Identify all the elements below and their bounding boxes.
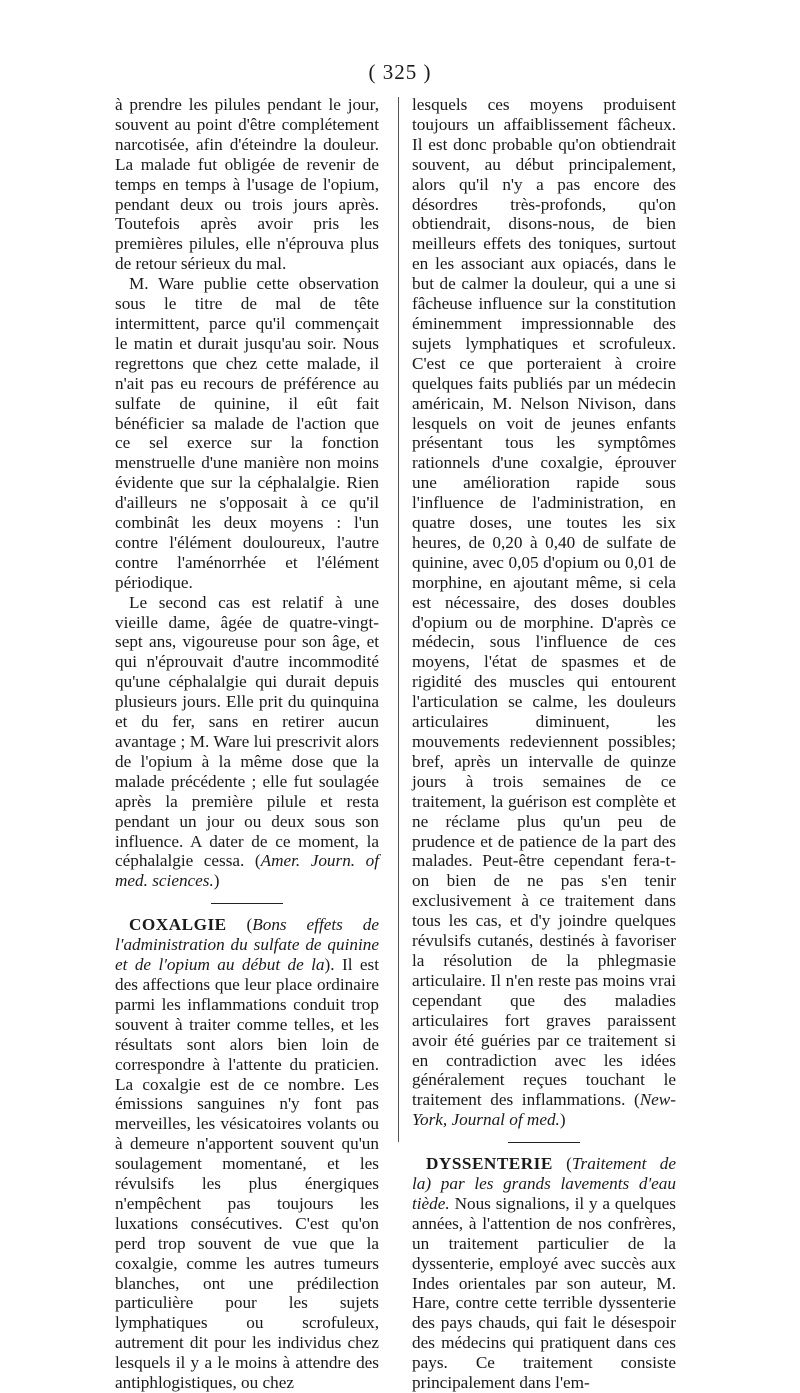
dyssenterie-heading: DYSSENTERIE <box>426 1154 553 1174</box>
dyssenterie-body: Nous signalions, il y a quelques années, à l'attention de nos confrères, un traitement particulier de la dyssenterie, employé avec succès aux Indes orientales par son auteur, M. Hare, contre cette terrible dyssenterie des pays chauds, qui fait le désespoir des médecins qui pratiquent dans ces pays. Ce traitement consiste principalement dans l'em- <box>412 1193 676 1393</box>
paragraph-opium-continued: à prendre les pilules pendant le jour, souvent au point d'être complétement narcotisée, afin d'éteindre la douleur. La malade fut obligée de revenir de temps en temps à l'usage de l'opium, pendant deux ou trois jours après. Toutefois après avoir pris les premières pilules, elle n'éprouva plus de retour sérieux du mal. <box>115 95 379 274</box>
coxalgie-subtitle: Bons effets de l'administration du sulfate de quinine et de l'opium au début de la <box>115 915 379 975</box>
closing-paren: ) <box>559 1110 566 1130</box>
section-dyssenterie: DYSSENTERIE (Traitement de la) par les grands lavements d'eau tiède. Nous signalions, il y a quelques années, à l'attention de nos confrères, un traitement particulier de la dyssenterie, employé avec succès aux Indes orientales par son auteur, M. Hare, contre cette terrible dyssenterie des pays chauds, qui fait le désespoir des médecins qui pratiquent dans ces pays. Ce traitement consiste principalement dans l'em- <box>412 1154 676 1393</box>
column-divider <box>398 97 399 1142</box>
journal-reference-newyork: New-York, Journal of med. <box>412 1090 676 1130</box>
second-case-text: Le second cas est relatif à une vieille dame, âgée de quatre-vingt-sept ans, vigoureuse pour son âge, et qui n'éprouvait d'autre incommodité qu'une céphalalgie qui durait depuis plusieurs jours. Elle prit du quinquina et du fer, sans en retirer aucun avantage ; M. Ware lui prescrivit alors de l'opium à la même dose que la malade précédente ; elle fut soulagée après la première pilule et resta pendant un jour ou deux sous son influence. A dater de ce moment, la céphalalgie cessa. ( <box>115 592 379 871</box>
coxalgie-heading: COXALGIE <box>129 915 227 935</box>
dyssenterie-subtitle: Traitement de la) par les grands lavements d'eau tiède. <box>412 1154 676 1213</box>
closing-paren: ) <box>213 871 220 891</box>
coxalgie-continued-text: lesquels ces moyens produisent toujours un affaiblissement fâcheux. Il est donc probable qu'on obtiendrait souvent, au début principalement, alors qu'il n'y a pas encore des désordres très-profonds, qu'on obtiendrait, disons-nous, de bien meilleurs effets des toniques, surtout en les associant aux opiacés, dans le but de calmer la douleur, qui a une si fâcheuse influence sur la constitution éminemment impressionnable des sujets lymphatiques et scrofuleux. C'est ce que porteraient à croire quelques faits publiés par un médecin américain, M. Nelson Nivison, dans lesquels on voit de jeunes enfants présentant tous les symptômes rationnels d'une coxalgie, éprouver une amélioration rapide sous l'influence de l'administration, en quatre doses, une toutes les six heures, de 0,20 à 0,40 de sulfate de quinine, avec 0,05 d'opium ou 0,01 de morphine, en ajoutant même, si cela est nécessaire, des doses doubles d'opium ou de morphine. D'après ce médecin, sous l'influence de ces moyens, l'état de spasmes et de rigidité des muscles qui entourent l'articulation se calme, les douleurs articulaires diminuent, les mouvements redeviennent possibles; bref, après un intervalle de quinze jours à trois semaines de ce traitement, la guérison est complète et ne réclame plus qu'un peu de prudence et de patience de la part des malades. Peut-être cependant fera-t-on bien de ne pas s'en tenir exclusivement à ce traitement dans tous les cas, et d'y joindre quelques révulsifs cutanés, destinés à favoriser la résolution de la phlegmasie articulaire. Il n'en reste pas moins vrai cependant que des maladies articulaires fort graves paraissent avoir été guéries par ce traitement si en contradiction avec les idées généralement reçues touchant le traitement des inflammations. ( <box>412 95 676 1110</box>
paragraph-coxalgie-continued <box>412 95 676 1130</box>
section-separator <box>508 1142 580 1143</box>
section-separator <box>211 903 283 904</box>
left-column <box>115 95 379 1393</box>
paragraph-second-case <box>115 593 379 892</box>
paragraph-ware-observation: M. Ware publie cette observation sous le titre de mal de tête intermittent, parce qu'il commençait le matin et durait jusqu'au soir. Nous regrettons que chez cette malade, il n'ait pas eu recours de préférence au sulfate de quinine, il eût fait bénéficier sa malade de l'action que ce sel exerce sur la fonction menstruelle d'une manière non moins évidente que sur la céphalalgie. Rien d'ailleurs ne s'opposait à ce qu'il combinât les deux moyens : l'un contre l'élément douloureux, l'autre contre l'aménorrhée et l'élément périodique. <box>115 274 379 592</box>
coxalgie-body: Il est des affections que leur place ordinaire parmi les inflammations conduit trop souvent à traiter comme telles, et les résultats sont alors bien loin de correspondre à l'attente du praticien. La coxalgie est de ce nombre. Les émissions sanguines n'y font pas merveilles, les vésicatoires volants ou à demeure n'apportent souvent qu'un soulagement momentané, et les révulsifs les plus énergiques n'empêchent pas toujours les luxations consécutives. C'est qu'on perd trop souvent de vue que la coxalgie, comme les autres tumeurs blanches, ont une prédilection particulière pour les sujets lymphatiques ou scrofuleux, autrement dit pour les individus chez lesquels il y a le moins à attendre des antiphlogistiques, ou chez <box>115 955 379 1393</box>
right-column <box>412 95 676 1393</box>
section-coxalgie: COXALGIE (Bons effets de l'administration du sulfate de quinine et de l'opium au début de la). Il est des affections que leur place ordinaire parmi les inflammations conduit trop souvent à traiter comme telles, et les résultats sont alors bien loin de correspondre à l'attente du praticien. La coxalgie est de ce nombre. Les émissions sanguines n'y font pas merveilles, les vésicatoires volants ou à demeure n'apportent souvent qu'un soulagement momentané, et les révulsifs les plus énergiques n'empêchent pas toujours les luxations consécutives. C'est qu'on perd trop souvent de vue que la coxalgie, comme les autres tumeurs blanches, ont une prédilection particulière pour les sujets lymphatiques ou scrofuleux, autrement dit pour les individus chez lesquels il y a le moins à attendre des antiphlogistiques, ou chez <box>115 915 379 1393</box>
page-number: ( 325 ) <box>368 60 432 84</box>
journal-reference: Amer. Journ. of med. sciences. <box>115 851 379 891</box>
